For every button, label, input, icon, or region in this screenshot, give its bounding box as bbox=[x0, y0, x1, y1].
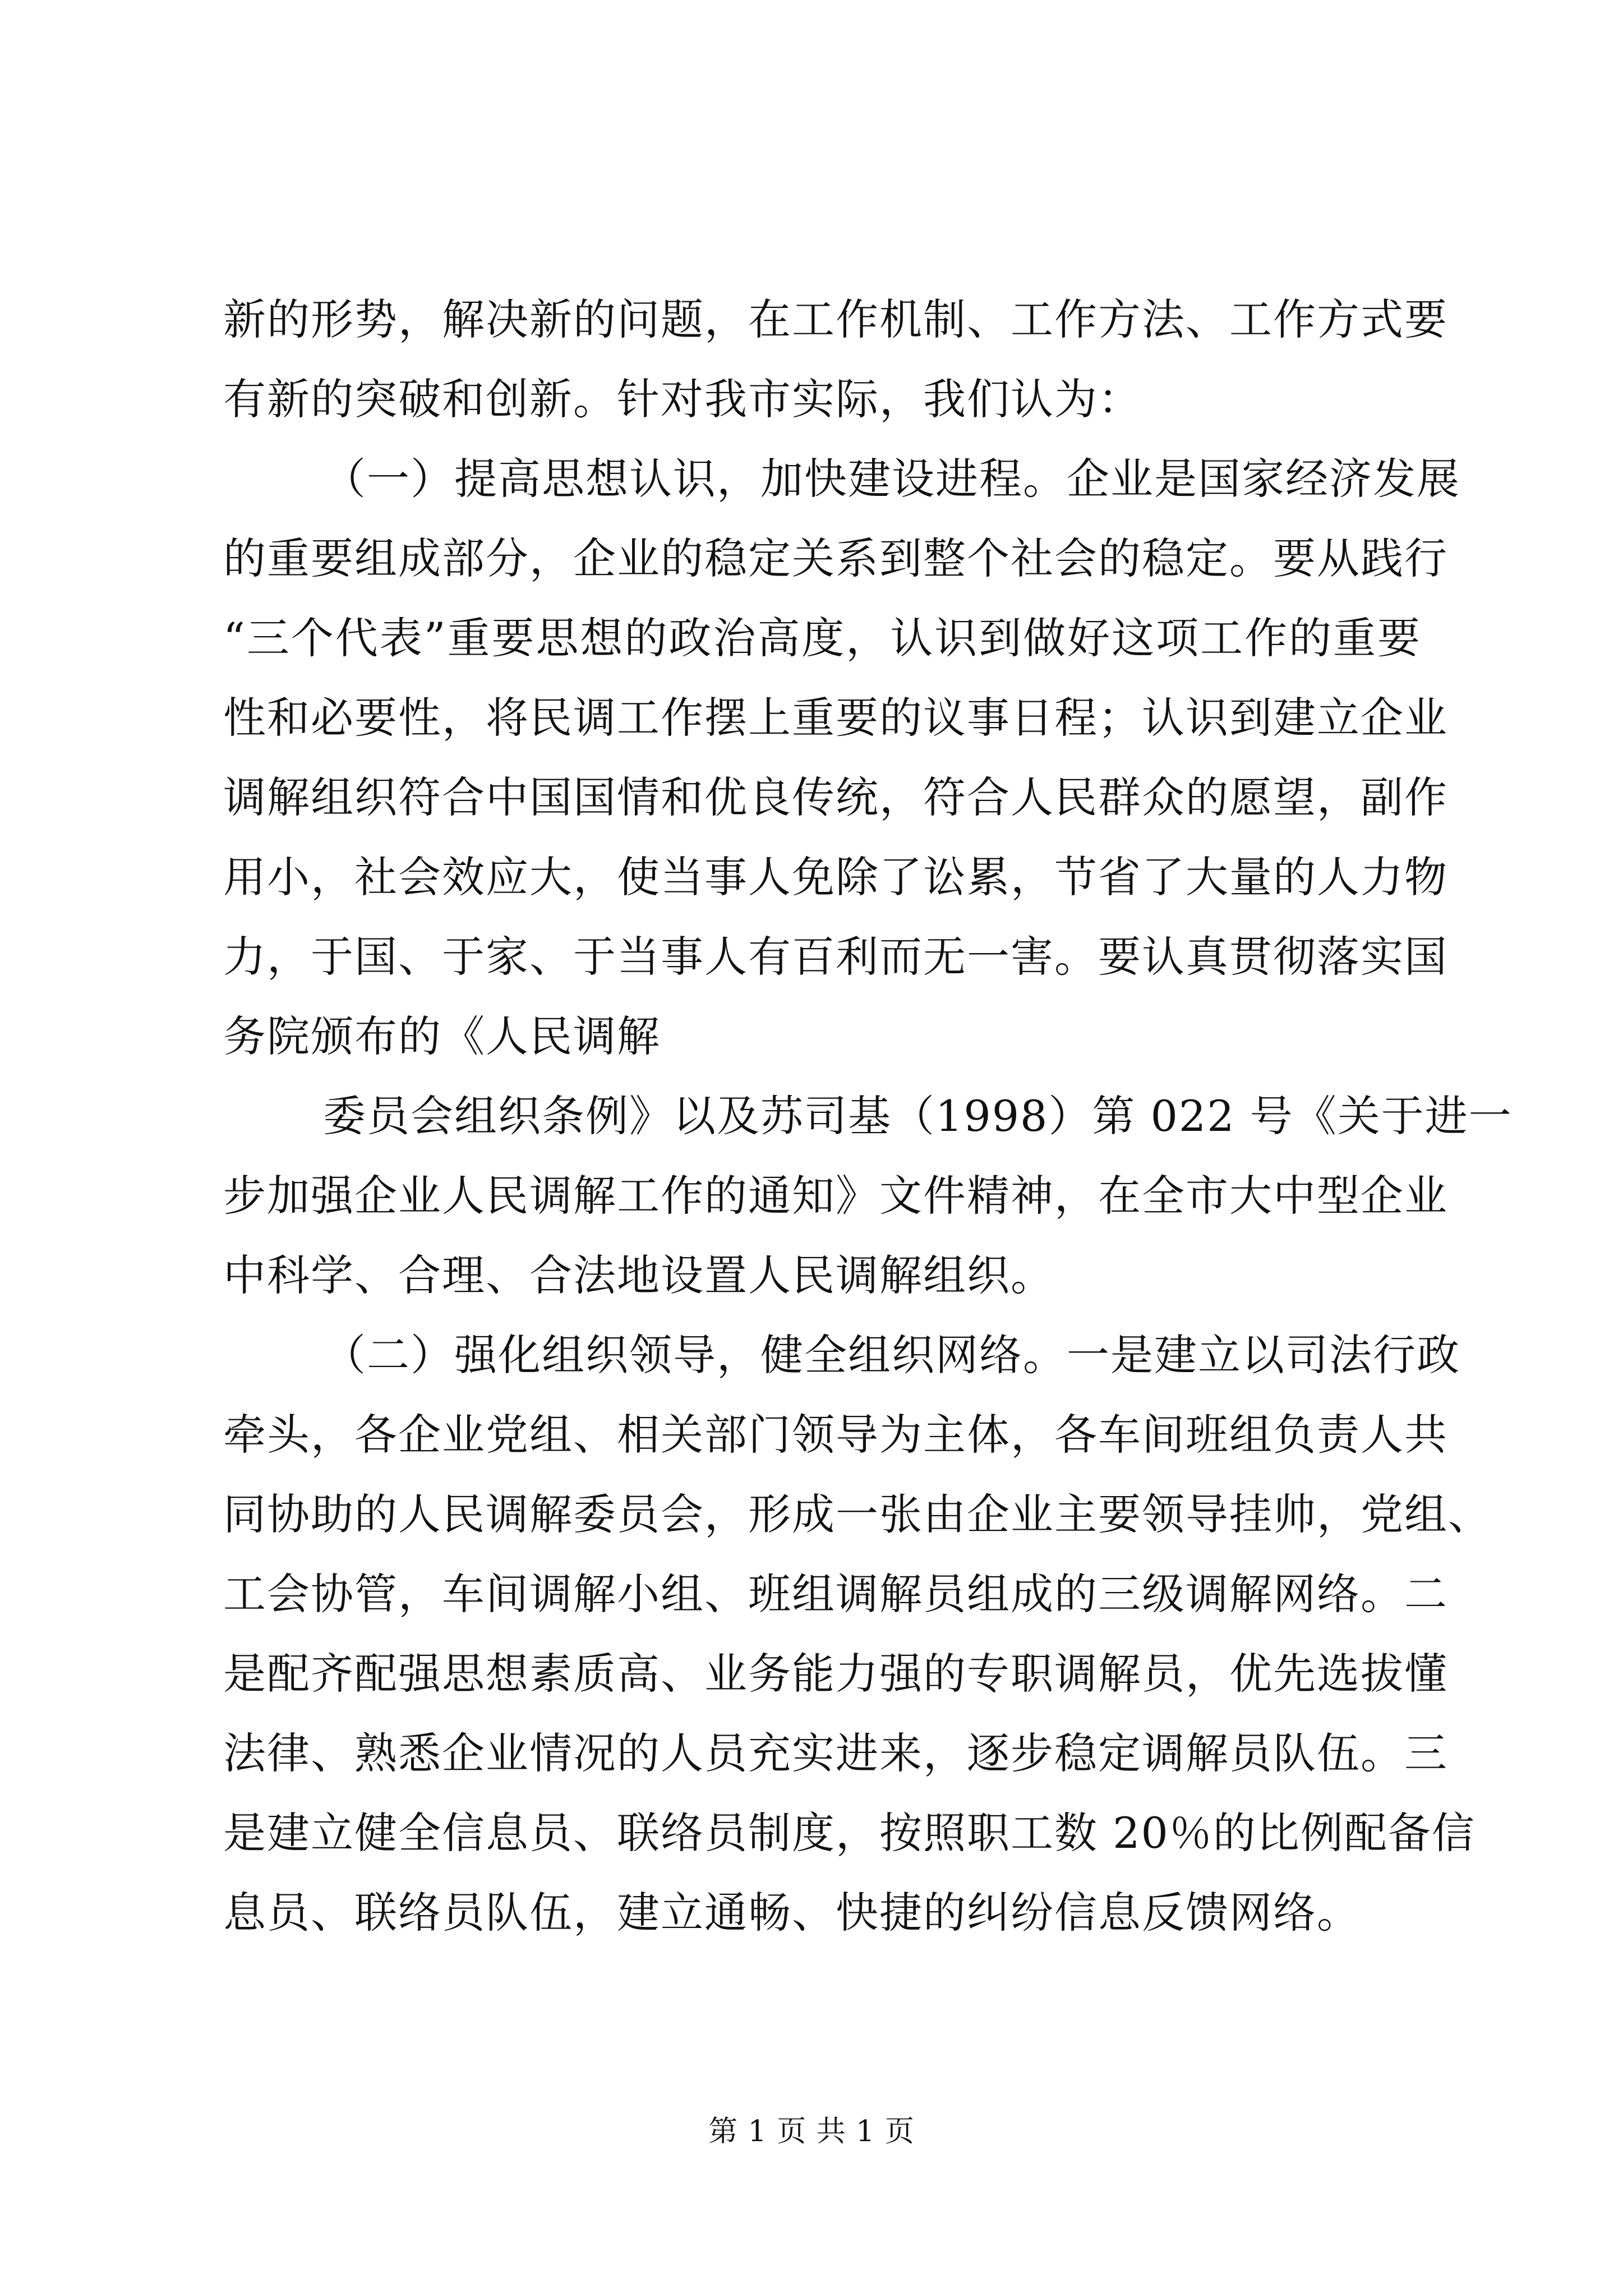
text-line: 中科学、合理、合法地设置人民调解组织。 bbox=[223, 1250, 1054, 1300]
text-line: 有新的突破和创新。针对我市实际，我们认为： bbox=[223, 374, 1142, 424]
section-heading-line: （一）提高思想认识，加快建设进程。企业是国家经济发展 bbox=[323, 454, 1460, 504]
document-body bbox=[223, 295, 1513, 1971]
text-line: 务院颁布的《人民调解 bbox=[223, 1011, 661, 1061]
text-line: 新的形势，解决新的问题，在工作机制、工作方法、工作方式要 bbox=[223, 295, 1448, 344]
text-line: 步加强企业人民调解工作的通知》文件精神，在全市大中型企业 bbox=[223, 1171, 1448, 1221]
page-number-footer: 第 1 页 共 1 页 bbox=[708, 2115, 915, 2148]
text-line: 用小，社会效应大，使当事人免除了讼累，节省了大量的人力物 bbox=[223, 852, 1448, 902]
text-line: 的重要组成部分，企业的稳定关系到整个社会的稳定。要从践行 bbox=[223, 533, 1448, 583]
text-line: 工会协管，车间调解小组、班组调解员组成的三级调解网络。二 bbox=[223, 1569, 1448, 1619]
text-line: 委员会组织条例》以及苏司基（1998）第 022 号《关于进一 bbox=[323, 1091, 1513, 1141]
text-line: 是建立健全信息员、联络员制度，按照职工数 20％的比例配备信 bbox=[223, 1808, 1476, 1858]
text-line: 是配齐配强思想素质高、业务能力强的专职调解员，优先选拔懂 bbox=[223, 1649, 1448, 1699]
text-line: “三个代表”重要思想的政治高度，认识到做好这项工作的重要 bbox=[223, 613, 1421, 663]
text-line: 调解组织符合中国国情和优良传统，符合人民群众的愿望，副作 bbox=[223, 772, 1448, 822]
text-line: 性和必要性，将民调工作摆上重要的议事日程；认识到建立企业 bbox=[223, 693, 1448, 743]
text-line: 法律、熟悉企业情况的人员充实进来，逐步稳定调解员队伍。三 bbox=[223, 1728, 1448, 1778]
text-line: 力，于国、于家、于当事人有百利而无一害。要认真贯彻落实国 bbox=[223, 932, 1448, 982]
text-line: 牵头，各企业党组、相关部门领导为主体，各车间班组负责人共 bbox=[223, 1410, 1448, 1460]
section-heading-line: （二）强化组织领导，健全组织网络。一是建立以司法行政 bbox=[323, 1330, 1460, 1380]
text-line: 同协助的人民调解委员会，形成一张由企业主要领导挂帅，党组、 bbox=[223, 1489, 1492, 1539]
text-line: 息员、联络员队伍，建立通畅、快捷的纠纷信息反馈网络。 bbox=[223, 1888, 1361, 1938]
